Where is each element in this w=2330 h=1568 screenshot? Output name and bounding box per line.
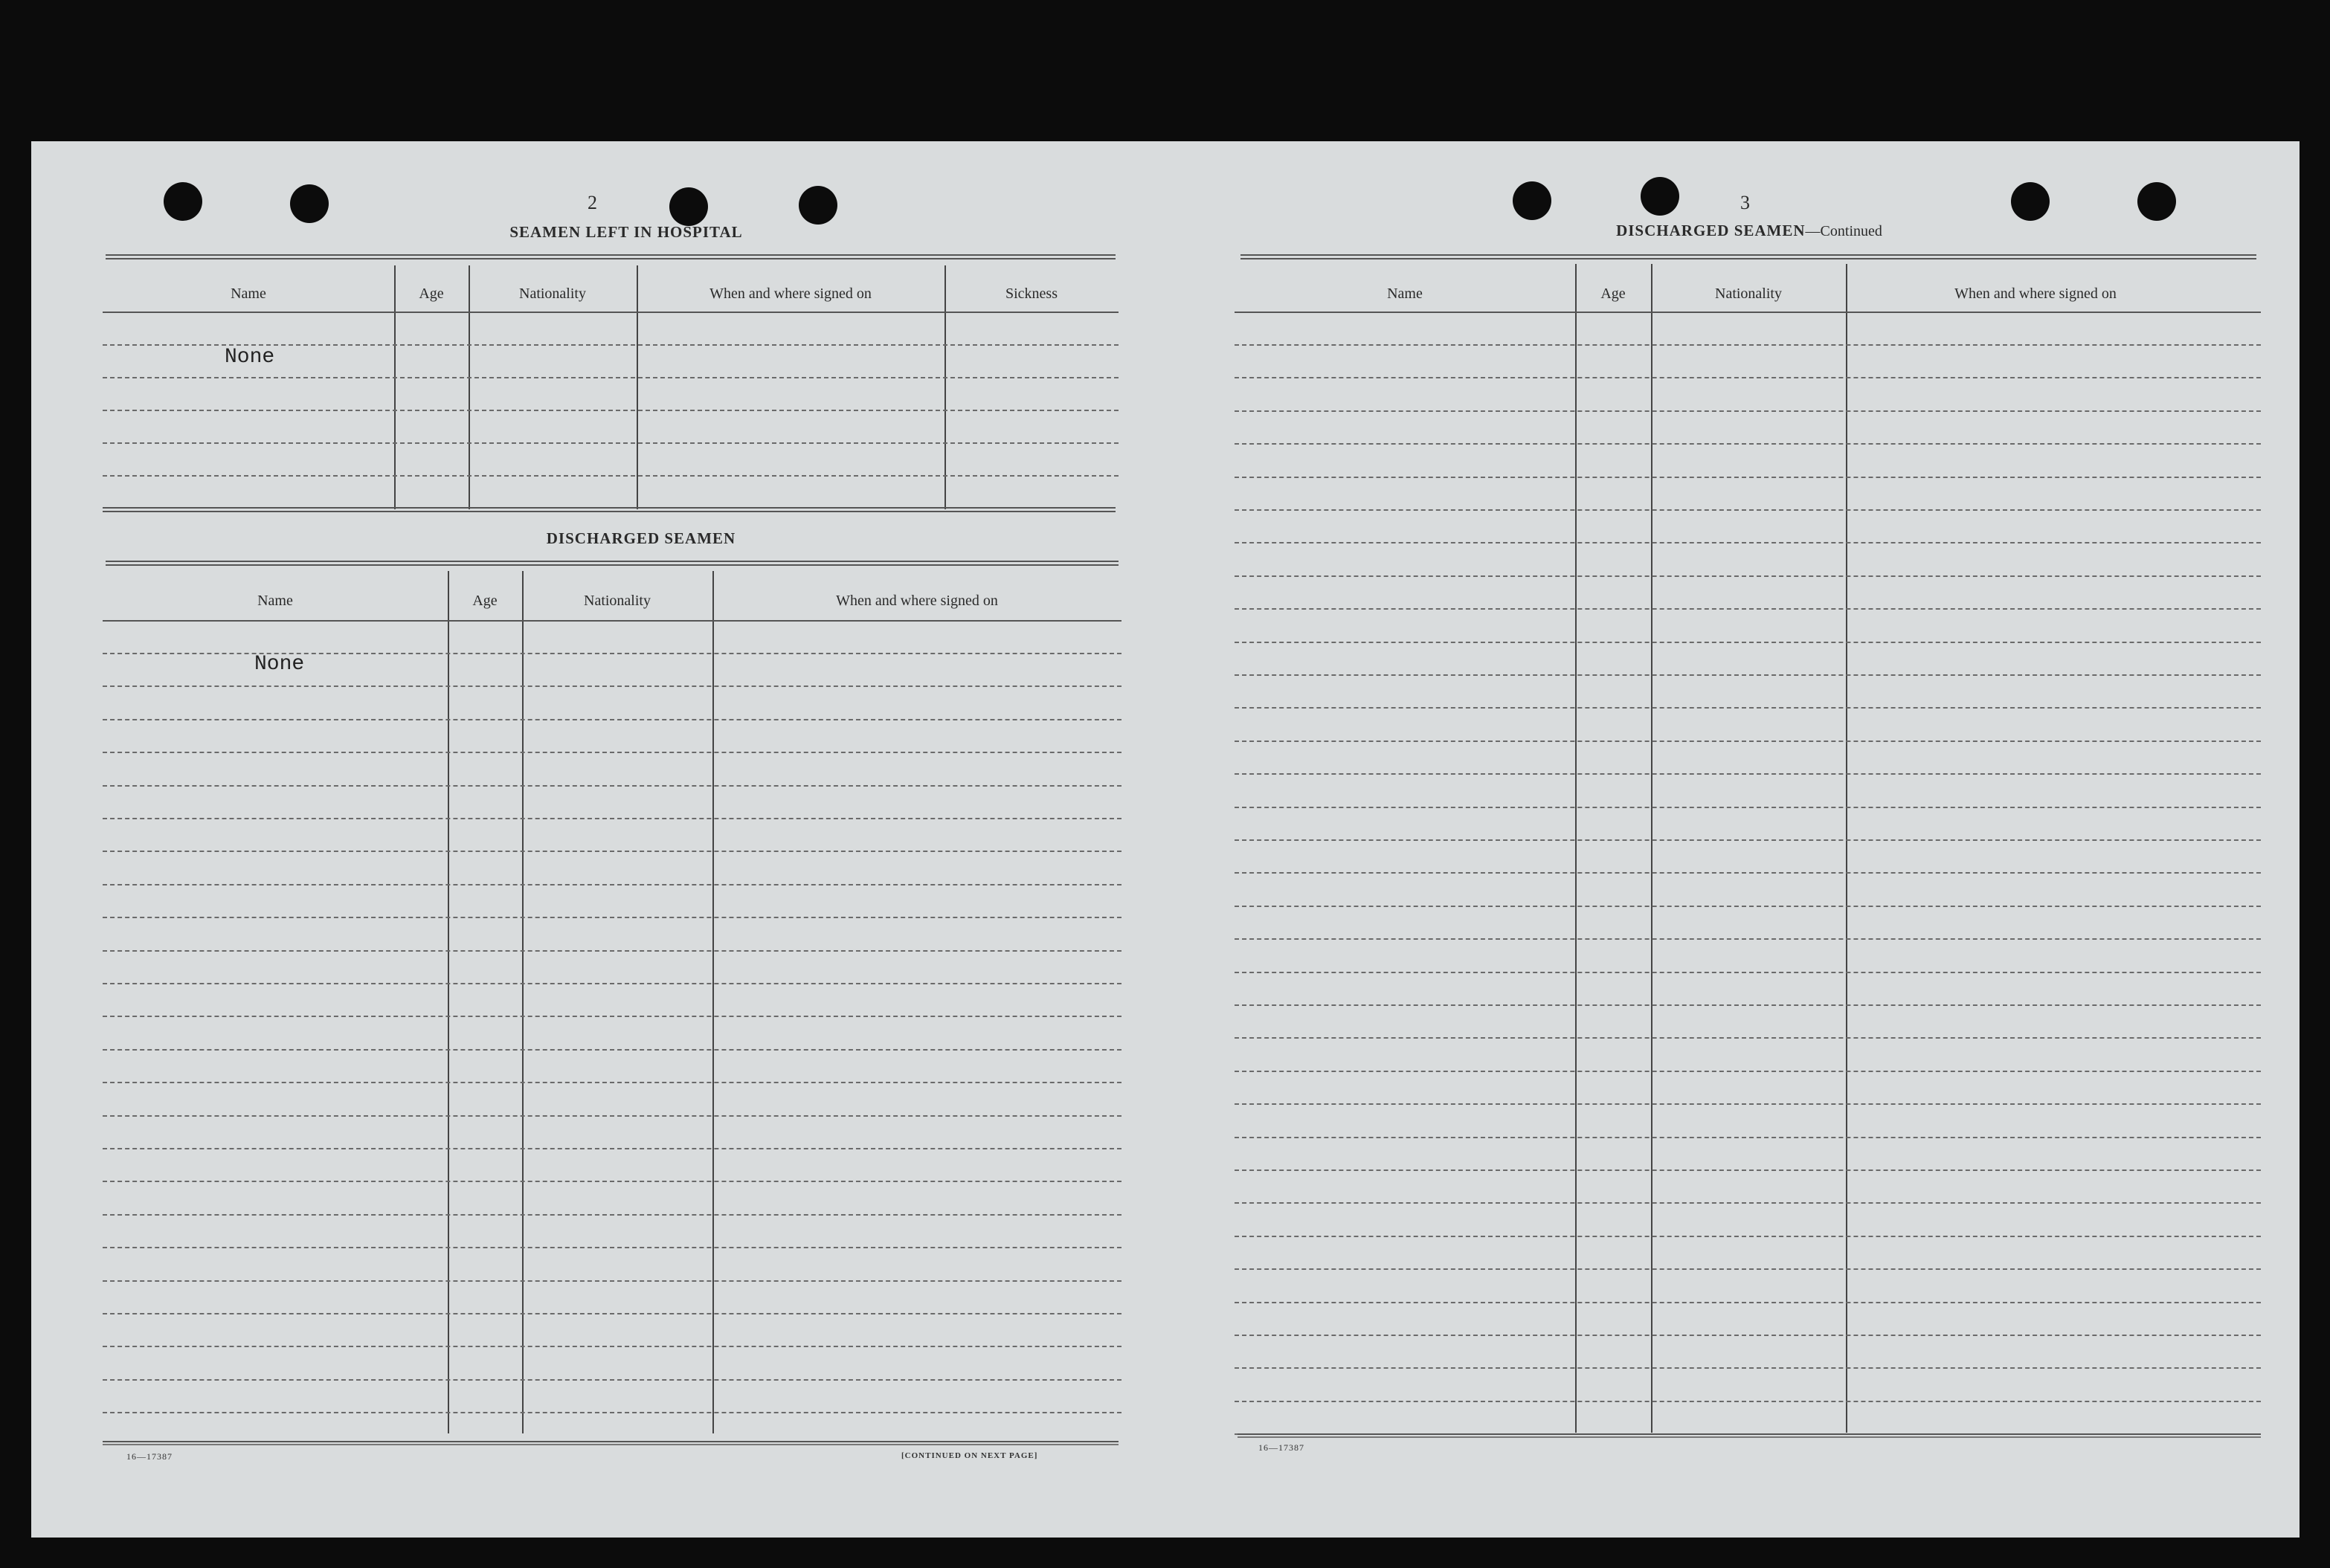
row-rule bbox=[103, 1379, 1121, 1381]
row-rule bbox=[103, 1115, 1121, 1117]
row-rule bbox=[1235, 1071, 2261, 1072]
column-header-nationality: Nationality bbox=[1715, 285, 1782, 302]
row-rule bbox=[103, 1148, 1121, 1149]
row-rule bbox=[103, 442, 1119, 444]
column-divider bbox=[448, 571, 449, 1433]
row-rule bbox=[103, 785, 1121, 787]
form-number-right: 16—17387 bbox=[1258, 1442, 1304, 1453]
hospital-entry-name: None bbox=[225, 346, 275, 369]
continued-note: [CONTINUED ON NEXT PAGE] bbox=[901, 1451, 1038, 1460]
row-rule bbox=[103, 950, 1121, 952]
row-rule bbox=[1235, 1302, 2261, 1303]
page-number-right: 3 bbox=[1740, 192, 1750, 213]
row-rule bbox=[103, 1313, 1121, 1314]
row-rule bbox=[103, 1247, 1121, 1248]
row-rule bbox=[1235, 1202, 2261, 1204]
column-header-name: Name bbox=[257, 593, 293, 609]
row-rule bbox=[1235, 575, 2261, 577]
row-rule bbox=[103, 1412, 1121, 1413]
header-rule bbox=[103, 620, 1121, 622]
column-header-nationality: Nationality bbox=[584, 593, 651, 609]
column-divider bbox=[1651, 264, 1652, 1433]
row-rule bbox=[1235, 1236, 2261, 1237]
row-rule bbox=[103, 1082, 1121, 1083]
header-rule bbox=[1235, 312, 2261, 313]
row-rule bbox=[1235, 972, 2261, 973]
punch-hole bbox=[164, 182, 202, 221]
punch-hole bbox=[799, 186, 837, 225]
continued-section-title bbox=[1489, 222, 2009, 240]
row-rule bbox=[1235, 642, 2261, 643]
discharged-entry-name: None bbox=[254, 653, 305, 676]
row-rule bbox=[1235, 872, 2261, 874]
row-rule bbox=[1235, 608, 2261, 610]
row-rule bbox=[103, 983, 1121, 984]
punch-hole bbox=[290, 184, 329, 223]
column-divider bbox=[712, 571, 714, 1433]
row-rule bbox=[1235, 1169, 2261, 1171]
row-rule bbox=[103, 884, 1121, 885]
row-rule bbox=[1235, 1137, 2261, 1138]
right-bottom-rule bbox=[1238, 1433, 2261, 1438]
page-number-left: 2 bbox=[588, 192, 597, 213]
column-header-when-where: When and where signed on bbox=[836, 593, 998, 609]
row-rule bbox=[1235, 906, 2261, 907]
row-rule bbox=[1235, 1103, 2261, 1105]
row-rule bbox=[1235, 477, 2261, 478]
column-header-age: Age bbox=[419, 285, 444, 302]
continued-title-main: DISCHARGED SEAMEN bbox=[1616, 222, 1806, 239]
row-rule bbox=[103, 1280, 1121, 1282]
row-rule bbox=[1235, 509, 2261, 511]
discharged-table bbox=[103, 571, 1121, 1433]
punch-hole bbox=[1513, 181, 1551, 220]
row-rule bbox=[1235, 542, 2261, 543]
row-rule bbox=[1235, 938, 2261, 940]
column-divider bbox=[1846, 264, 1847, 1433]
document-sheet bbox=[31, 141, 2300, 1538]
row-rule bbox=[1235, 377, 2261, 378]
column-divider bbox=[944, 265, 946, 509]
row-rule bbox=[1235, 1268, 2261, 1270]
right-top-rule bbox=[1240, 254, 2256, 259]
row-rule bbox=[1235, 1401, 2261, 1402]
discharged-continued-table bbox=[1235, 264, 2261, 1433]
row-rule bbox=[103, 410, 1119, 411]
column-header-name: Name bbox=[1387, 285, 1423, 302]
continued-title-suffix: —Continued bbox=[1805, 223, 1882, 239]
row-rule bbox=[1235, 741, 2261, 742]
column-divider bbox=[1575, 264, 1577, 1433]
discharged-top-rule bbox=[106, 561, 1119, 566]
row-rule bbox=[1235, 839, 2261, 841]
row-rule bbox=[103, 1016, 1121, 1017]
row-rule bbox=[103, 818, 1121, 819]
header-rule bbox=[103, 312, 1119, 313]
punch-hole bbox=[2011, 182, 2050, 221]
row-rule bbox=[1235, 344, 2261, 346]
discharged-section-title: DISCHARGED SEAMEN bbox=[546, 529, 736, 547]
row-rule bbox=[103, 1346, 1121, 1347]
column-divider bbox=[469, 265, 470, 509]
row-rule bbox=[1235, 1037, 2261, 1039]
row-rule bbox=[1235, 410, 2261, 412]
row-rule bbox=[1235, 807, 2261, 808]
punch-hole bbox=[2137, 182, 2176, 221]
row-rule bbox=[1235, 1367, 2261, 1369]
row-rule bbox=[1235, 674, 2261, 676]
row-rule bbox=[1235, 773, 2261, 775]
row-rule bbox=[1235, 707, 2261, 709]
column-header-age: Age bbox=[1600, 285, 1626, 302]
row-rule bbox=[103, 719, 1121, 720]
row-rule bbox=[103, 851, 1121, 852]
column-header-name: Name bbox=[231, 285, 266, 302]
row-rule bbox=[103, 917, 1121, 918]
column-header-when-where: When and where signed on bbox=[1954, 285, 2117, 302]
column-divider bbox=[394, 265, 396, 509]
row-rule bbox=[103, 475, 1119, 477]
column-divider bbox=[522, 571, 524, 1433]
row-rule bbox=[103, 377, 1119, 378]
row-rule bbox=[1235, 1004, 2261, 1006]
column-divider bbox=[637, 265, 638, 509]
punch-hole bbox=[1641, 177, 1679, 216]
hospital-table bbox=[103, 264, 1119, 509]
row-rule bbox=[1235, 1335, 2261, 1336]
row-rule bbox=[103, 685, 1121, 687]
hospital-bottom-rule bbox=[103, 507, 1116, 512]
row-rule bbox=[103, 1181, 1121, 1182]
row-rule bbox=[103, 1049, 1121, 1051]
punch-hole bbox=[669, 187, 708, 226]
row-rule bbox=[103, 752, 1121, 753]
column-header-age: Age bbox=[472, 593, 498, 609]
column-header-when-where: When and where signed on bbox=[709, 285, 872, 302]
discharged-bottom-rule bbox=[103, 1441, 1119, 1445]
column-header-nationality: Nationality bbox=[519, 285, 586, 302]
hospital-top-rule bbox=[106, 254, 1116, 259]
row-rule bbox=[103, 1214, 1121, 1216]
row-rule bbox=[1235, 443, 2261, 445]
hospital-section-title: SEAMEN LEFT IN HOSPITAL bbox=[509, 223, 743, 241]
form-number-left: 16—17387 bbox=[126, 1451, 173, 1462]
column-header-sickness: Sickness bbox=[1005, 285, 1058, 302]
